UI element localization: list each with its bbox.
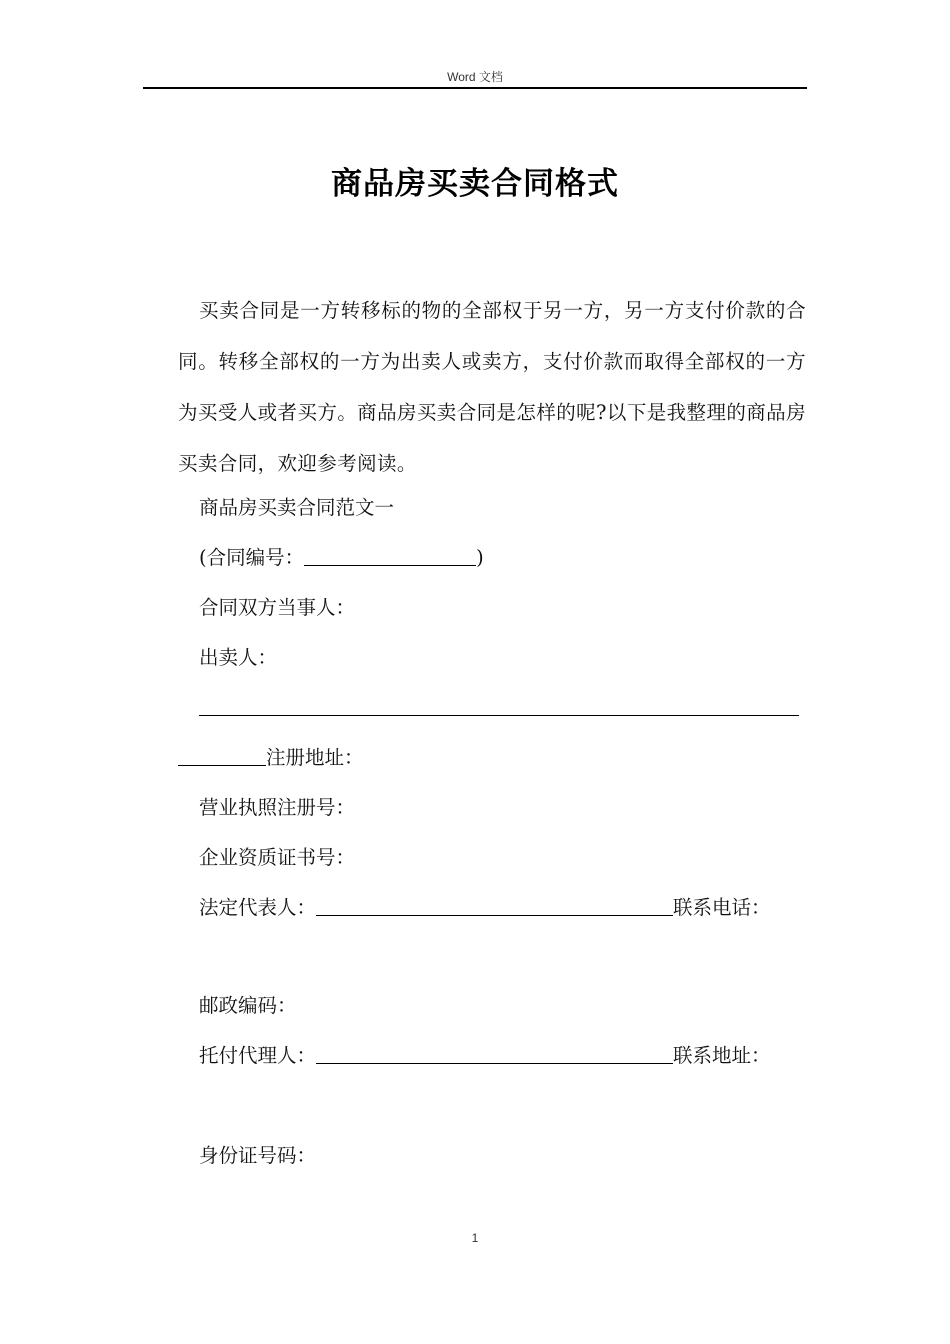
postal-code-label: 邮政编码： <box>199 994 297 1017</box>
agent-line <box>199 1041 771 1071</box>
contract-number-label: (合同编号： <box>199 546 305 569</box>
seller-label: 出卖人： <box>199 646 278 669</box>
legal-rep-blank <box>316 895 673 916</box>
registered-address-line <box>178 743 364 773</box>
contract-number-line <box>199 543 484 573</box>
contact-phone-label: 联系电话： <box>673 896 771 919</box>
qualification-label: 企业资质证书号： <box>199 846 356 869</box>
contact-address-label: 联系地址： <box>673 1044 771 1067</box>
legal-rep-label: 法定代表人： <box>199 896 317 919</box>
id-number-label: 身份证号码： <box>199 1144 317 1167</box>
agent-label: 托付代理人： <box>199 1044 317 1067</box>
agent-blank <box>316 1043 673 1064</box>
contract-number-blank <box>304 545 476 566</box>
intro-paragraph: 买卖合同是一方转移标的物的全部权于另一方，另一方支付价款的合同。转移全部权的一方为出卖人或卖方，支付价款而取得全部权的一方为买受人或者买方。商品房买卖合同是怎样的呢?以下是我整理的商品房买卖合同，欢迎参考阅读。 <box>178 299 806 475</box>
seller-blank-line <box>199 693 799 723</box>
page-header-label: Word 文档 <box>447 70 503 84</box>
document-title: 商品房买卖合同格式 <box>331 166 619 202</box>
business-license-label: 营业执照注册号： <box>199 796 356 819</box>
legal-rep-line <box>199 893 771 923</box>
page-number: 1 <box>471 1231 479 1245</box>
seller-name-blank <box>199 695 799 716</box>
header-divider <box>143 87 807 89</box>
registered-address-label: 注册地址： <box>266 746 364 769</box>
parties-label: 合同双方当事人： <box>199 596 356 619</box>
seller-name-blank-continued <box>178 745 266 766</box>
section-heading: 商品房买卖合同范文一 <box>199 496 395 519</box>
contract-number-close: ) <box>476 546 484 569</box>
